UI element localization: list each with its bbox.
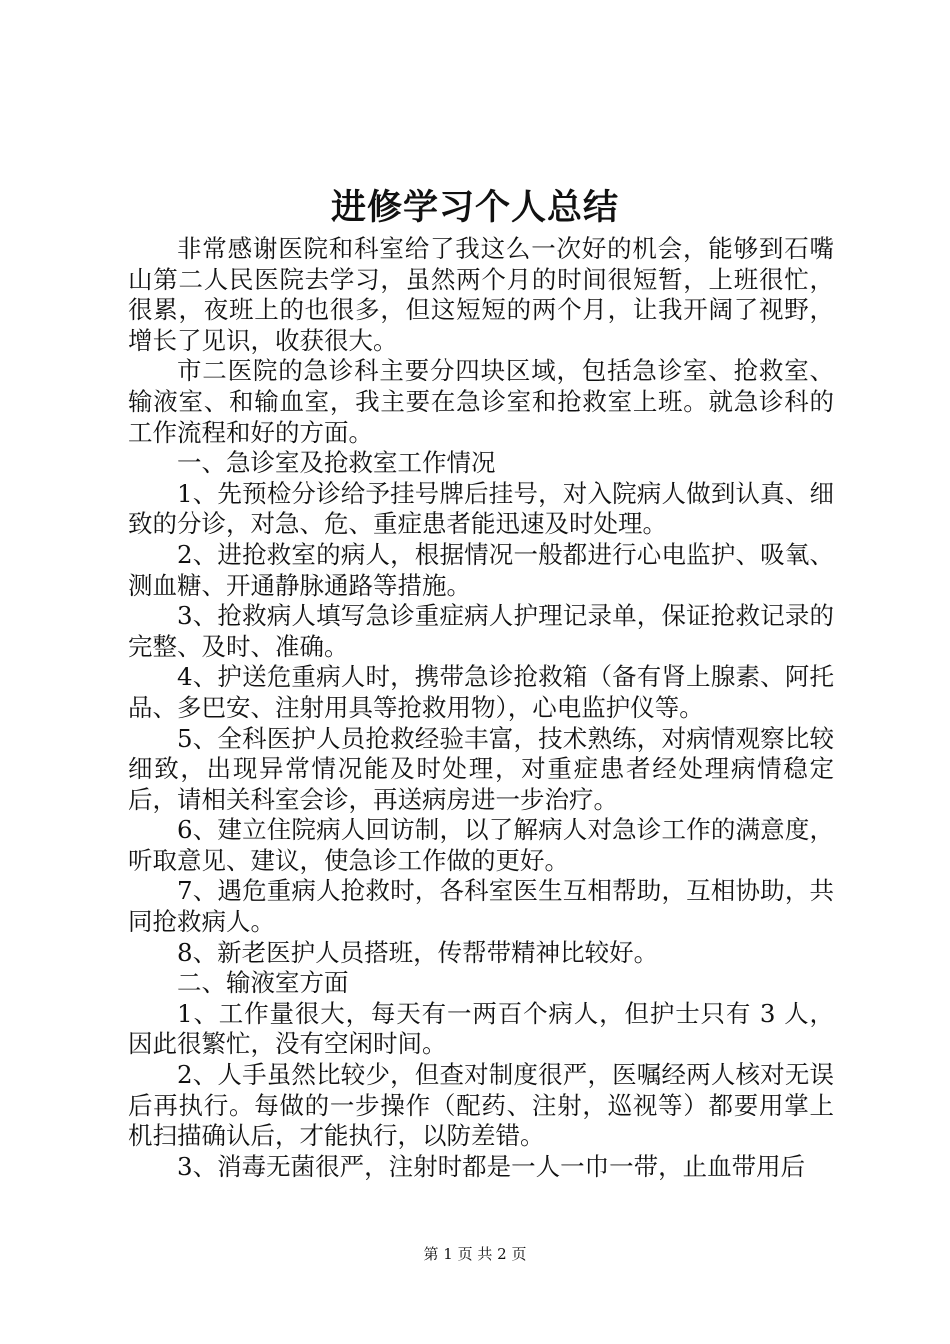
list-item: 5、全科医护人员抢救经验丰富，技术熟练，对病情观察比较细致，出现异常情况能及时处理，对重症患者经处理病情稳定后，请相关科室会诊，再送病房进一步治疗。 — [128, 723, 834, 814]
list-item: 1、工作量很大，每天有一两百个病人，但护士只有 3 人，因此很繁忙，没有空闲时间。 — [128, 998, 834, 1059]
list-item: 7、遇危重病人抢救时，各科室医生互相帮助，互相协助，共同抢救病人。 — [128, 876, 834, 937]
list-item: 3、抢救病人填写急诊重症病人护理记录单，保证抢救记录的完整、及时、准确。 — [128, 601, 834, 661]
list-item: 8、新老医护人员搭班，传帮带精神比较好。 — [177, 937, 659, 967]
list-item: 1、先预检分诊给予挂号牌后挂号，对入院病人做到认真、细致的分诊，对急、危、重症患者能迅速及时处理。 — [128, 478, 834, 539]
paragraph-intro: 非常感谢医院和科室给了我这么一次好的机会，能够到石嘴山第二人民医院去学习，虽然两个月的时间很短暂，上班很忙，很累，夜班上的也很多，但这短短的两个月，让我开阔了视野，增长了见识，收获很大。 — [128, 234, 834, 355]
section-heading-emergency: 一、急诊室及抢救室工作情况 — [177, 448, 496, 478]
list-item: 4、护送危重病人时，携带急诊抢救箱（备有肾上腺素、阿托品、多巴安、注射用具等抢救用物），心电监护仪等。 — [128, 662, 834, 722]
list-item: 2、进抢救室的病人，根据情况一般都进行心电监护、吸氧、测血糖、开通静脉通路等措施。 — [128, 539, 834, 600]
document-body — [128, 234, 834, 1182]
page-footer: 第 1 页 共 2 页 — [423, 1245, 527, 1263]
paragraph-overview: 市二医院的急诊科主要分四块区域，包括急诊室、抢救室、输液室、和输血室，我主要在急诊室和抢救室上班。就急诊科的工作流程和好的方面。 — [128, 356, 834, 447]
document-title: 进修学习个人总结 — [330, 188, 619, 228]
list-item: 3、消毒无菌很严，注射时都是一人一巾一带，止血带用后 — [177, 1151, 806, 1181]
list-item: 6、建立住院病人回访制，以了解病人对急诊工作的满意度，听取意见、建议，使急诊工作做的更好。 — [128, 815, 834, 875]
list-item: 2、人手虽然比较少，但查对制度很严，医嘱经两人核对无误后再执行。每做的一步操作（配药、注射，巡视等）都要用掌上机扫描确认后，才能执行，以防差错。 — [128, 1060, 834, 1151]
section-heading-infusion: 二、输液室方面 — [177, 968, 349, 998]
